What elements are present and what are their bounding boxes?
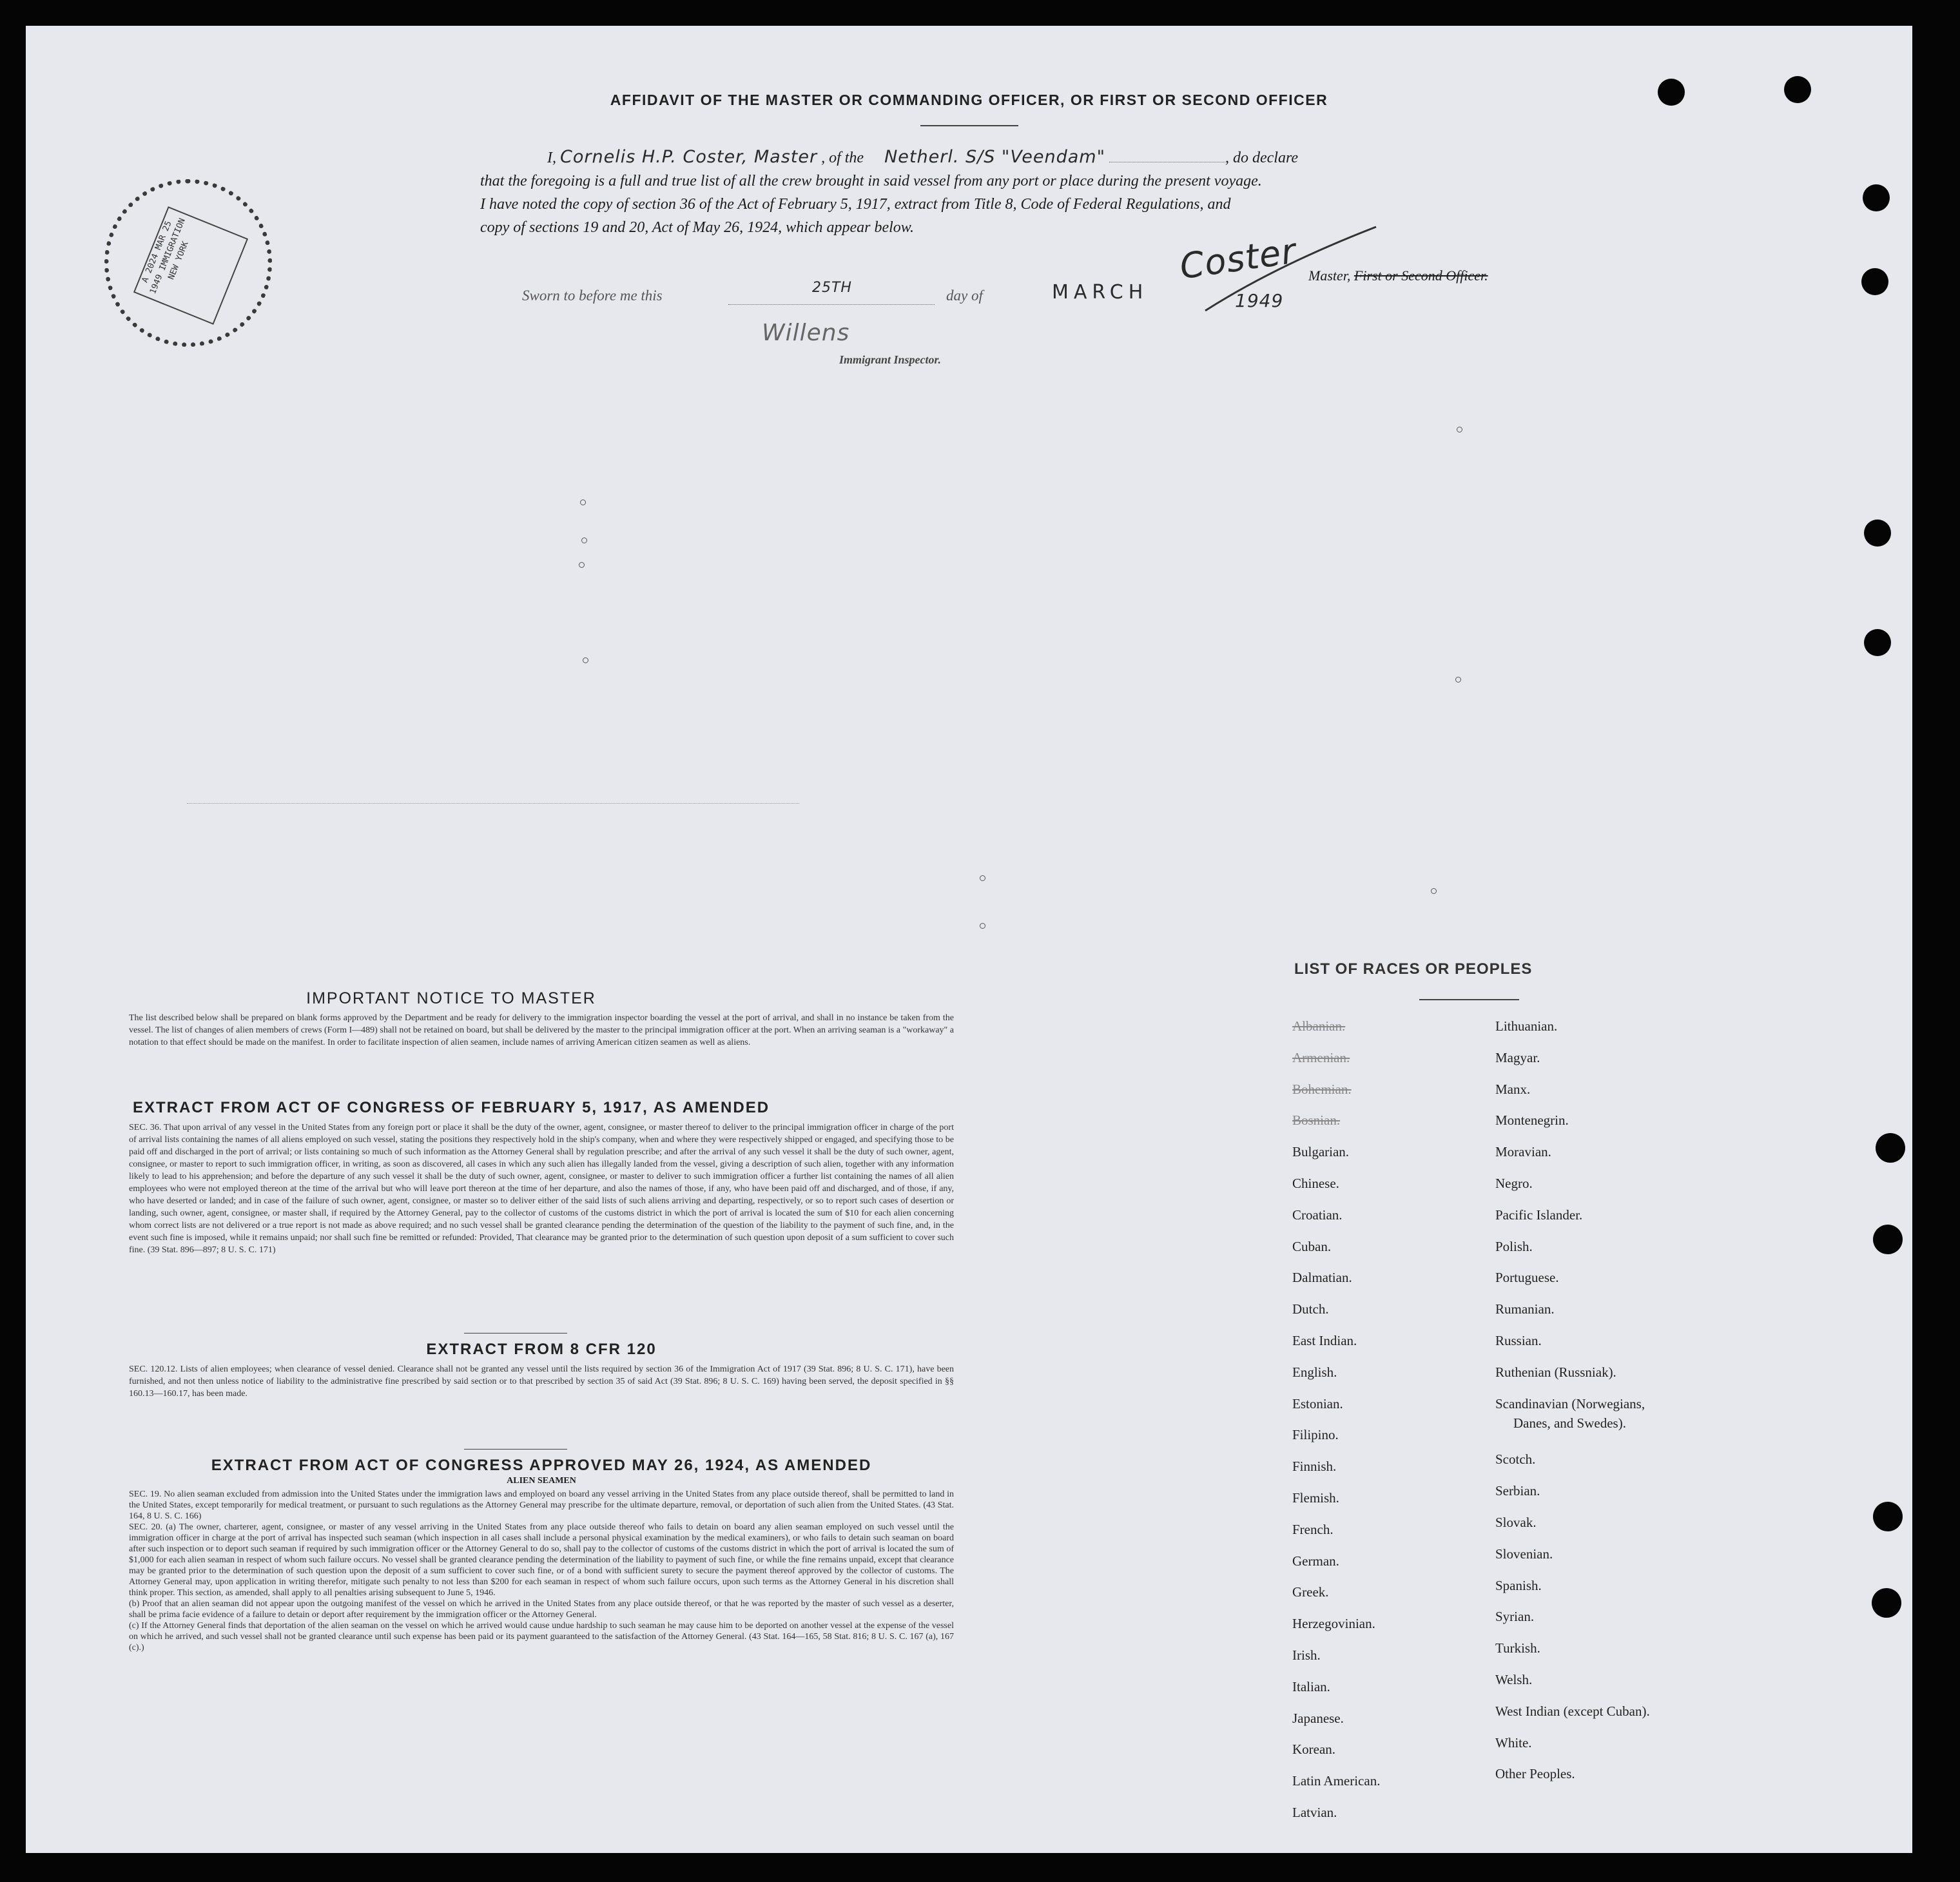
master-signature: Coster — [1177, 230, 1299, 287]
ghost-mark — [1457, 427, 1462, 432]
race-item: Japanese. — [1292, 1710, 1344, 1726]
punch-hole — [1863, 184, 1890, 211]
sworn-day: 25TH — [812, 280, 852, 296]
race-item: Montenegrin. — [1495, 1112, 1569, 1129]
race-item: Portuguese. — [1495, 1270, 1559, 1286]
sec-19: SEC. 19. No alien seaman excluded from admission into the United States under the immigration laws and employed on board any vessel arriving in the United States from any place outside thereof, shall be permitted to land in the United States, except temporarily for medical treatment, or pursuant to such regulations as the Attorney General may prescribe for the ultimate departure, removal, or deportation of such alien from the United States. (43 Stat. 164, 8 U. S. C. 166) — [129, 1489, 954, 1521]
race-item: Cuban. — [1292, 1238, 1332, 1254]
race-item: Scotch. — [1495, 1451, 1536, 1468]
race-item: Manx. — [1495, 1081, 1531, 1097]
ghost-line — [187, 803, 799, 804]
race-item: Dalmatian. — [1292, 1270, 1352, 1286]
race-item: Slovak. — [1495, 1515, 1537, 1530]
sec-20a: SEC. 20. (a) The owner, charterer, agent, consignee, or master of any vessel arriving in the United States from any place outside thereof who fails to detain on board any alien seaman employed on such vessel until the immigration officer in charge at the port of arrival has inspected such seaman (which inspection in all cases shall include a personal physical examination by the medical examiners), or who fails to detain such seaman on board after such inspection or to deport such seaman if required by such immigration officer or the Attorney General to do so, shall pay to the collector of customs of the customs district in which the port of arrival is located the sum of $1,000 for each alien seaman in respect of whom such failure occurs. No vessel shall be granted clearance pending the determination of the liability to payment of such fine, or while the fine remains unpaid, except that clearance may be granted prior to the determination of such question upon the deposit of a sum sufficient to cover such fine, or of a bond with sufficient surety to secure the payment thereof approved by the collector of customs. The Attorney General may, upon application in writing therefor, mitigate such penalty to not less than $200 for each seaman in respect of whom such failure occurs, upon such terms as the Attorney General in his discretion shall think proper. This section, as amended, shall apply to all penalties arising subsequent to June 5, 1946. — [129, 1522, 954, 1598]
race-item: East Indian. — [1292, 1333, 1357, 1348]
race-item: White. — [1495, 1734, 1532, 1751]
race-item: Bohemian. — [1292, 1081, 1352, 1097]
punch-hole — [1872, 1588, 1901, 1618]
race-item: Albanian. — [1292, 1018, 1346, 1034]
race-item: Slovenian. — [1495, 1546, 1553, 1562]
race-item: Welsh. — [1495, 1672, 1533, 1687]
divider-1 — [464, 1333, 567, 1334]
race-item: Irish. — [1292, 1647, 1321, 1663]
sworn-text: Sworn to before me this — [522, 287, 663, 304]
punch-hole — [1873, 1502, 1903, 1531]
race-item: Latvian. — [1292, 1805, 1337, 1820]
race-item: Korean. — [1292, 1741, 1336, 1758]
alien-seamen-subtitle: ALIEN SEAMEN — [507, 1476, 576, 1486]
race-item: Turkish. — [1495, 1640, 1540, 1656]
sworn-month: MARCH — [1052, 281, 1149, 304]
declaration-line-2: that the foregoing is a full and true list of all the crew brought in said vessel from any port or place during the present voyage. — [480, 173, 1262, 189]
declaration-line-3: I have noted the copy of section 36 of the Act of February 5, 1917, extract from Title 8, Code of Federal Regulations, and — [480, 196, 1231, 213]
race-item: Spanish. — [1495, 1577, 1542, 1593]
race-item: West Indian (except Cuban). — [1495, 1703, 1650, 1719]
do-declare-text: , do declare — [1225, 150, 1299, 166]
race-item: Chinese. — [1292, 1176, 1339, 1191]
race-item: Pacific Islander. — [1495, 1207, 1583, 1223]
race-item: Herzegovinian. — [1292, 1616, 1375, 1632]
punch-hole — [1864, 629, 1891, 656]
punch-hole — [1861, 268, 1888, 295]
ghost-mark — [1455, 677, 1461, 683]
declaration-line-1 — [480, 146, 1511, 170]
signature-role — [1308, 267, 1488, 284]
sec-20b: (b) Proof that an alien seaman did not appear upon the outgoing manifest of the vessel on which he arrived in the United States from any place outside thereof, or that he was reported by the master of such vessel as a deserter, shall be prima facie evidence of a failure to detain or deport after requirement by the immigration officer or the Attorney General. — [129, 1599, 954, 1620]
extract-cfr-title: EXTRACT FROM 8 CFR 120 — [426, 1341, 657, 1358]
race-item: Lithuanian. — [1495, 1018, 1558, 1034]
race-item: Other Peoples. — [1495, 1766, 1575, 1782]
race-item: Polish. — [1495, 1238, 1533, 1254]
stamp-text: A 2024 MAR 25 1949 IMMIGRATION NEW YORK — [133, 206, 248, 325]
ghost-mark — [580, 500, 586, 505]
role-struck: First or Second Officer. — [1354, 267, 1488, 284]
race-item: Russian. — [1495, 1333, 1542, 1348]
race-item: Italian. — [1292, 1678, 1330, 1694]
races-underline — [1419, 999, 1519, 1000]
document-page — [26, 26, 1912, 1853]
race-item: English. — [1292, 1364, 1337, 1380]
race-item: Moravian. — [1495, 1144, 1551, 1160]
divider-2 — [464, 1449, 567, 1450]
race-item: Latin American. — [1292, 1773, 1381, 1789]
ghost-mark — [980, 875, 985, 881]
title-underline — [920, 125, 1018, 126]
of-the-text: , of the — [821, 150, 864, 166]
punch-hole — [1876, 1133, 1905, 1163]
ghost-mark — [1431, 888, 1437, 894]
race-item: Dutch. — [1292, 1301, 1329, 1317]
extract-cfr-body: SEC. 120.12. Lists of alien employees; when clearance of vessel denied. Clearance shall not be granted any vessel until the lists required by section 36 of the Immigration Act of 1917 (39 Stat. 896; 8 U. S. C. 171), have been furnished, and not then unless notice of liability to the administrative fine prescribed by said section or to that prescribed by section 35 of said Act (39 Stat. 896; 8 U. S. C. 169) having been served, the deposit specified in §§ 160.13—160.17, has been made. — [129, 1364, 954, 1399]
declaration-prefix: I, — [547, 150, 556, 166]
race-item: Negro. — [1495, 1176, 1533, 1191]
race-item: Filipino. — [1292, 1427, 1339, 1443]
ghost-mark — [980, 923, 985, 929]
extract-1917-body: SEC. 36. That upon arrival of any vessel in the United States from any foreign port or place it shall be the duty of the owner, agent, consignee, or master thereof to deliver to the principal immigration officer in charge of the port of arrival lists containing the names of all aliens employed on such vessel, stating the positions they respectively hold in the ship's company, when and where they were respectively shipped or engaged, and specifying those to be paid off and discharged in the port of arrival; or lists containing so much of such information as the Attorney General shall by regulation prescribe; and after the arrival of any such vessel it shall be the duty of such owner, agent, consignee, or master to report to such immigration officer, in writing, as soon as discovered, all cases in which any such alien has illegally landed from the vessel, giving a description of such alien, together with any information likely to lead to his apprehension; and before the departure of any such vessel it shall be the duty of such owner, agent, consignee, or master to deliver to such immigration officer a further list containing the names of all alien employees who were not employed thereon at the time of the arrival but who will leave port thereon at the time of her departure, and also the names of those, if any, who have been paid off and discharged, and of those, if any, who have deserted or landed; and in case of the failure of such owner, agent, consignee, or master so to deliver either of the said lists of such aliens arriving and departing, respectively, or so to report such cases of desertion or landing, such owner, agent, consignee, or master shall, if required by the Attorney General, pay to the collector of customs of the customs district in which the port of arrival is located the sum of $10 for each alien concerning whom correct lists are not delivered or a true report is not made as above required; and no such vessel shall be granted clearance pending the determination of the question of the liability to the payment of such fine, and, in the event such fine is imposed, while it remains unpaid; nor shall such fine be remitted or refunded: Provided, That clearance may be granted prior to the determination of such question upon deposit of a sum sufficient to cover such fine. (39 Stat. 896—897; 8 U. S. C. 171) — [129, 1123, 954, 1255]
race-item: Croatian. — [1292, 1207, 1343, 1223]
race-item: Danes, and Swedes). — [1513, 1415, 1626, 1431]
day-blank — [728, 304, 935, 305]
punch-hole — [1864, 519, 1891, 547]
race-item: Magyar. — [1495, 1049, 1540, 1065]
race-item: Flemish. — [1292, 1490, 1339, 1506]
immigration-stamp — [104, 179, 272, 347]
notice-title: IMPORTANT NOTICE TO MASTER — [306, 989, 596, 1007]
sworn-year: 1949 — [1235, 290, 1284, 311]
ghost-mark — [583, 657, 588, 663]
affidavit-title: AFFIDAVIT OF THE MASTER OR COMMANDING OFFICER, OR FIRST OR SECOND OFFICER — [610, 92, 1328, 108]
declaration-line-4: copy of sections 19 and 20, Act of May 26, 1924, which appear below. — [480, 219, 915, 236]
race-item: Scandinavian (Norwegians, — [1495, 1395, 1645, 1412]
sec-20c: (c) If the Attorney General finds that deportation of the alien seaman on the vessel on which he arrived would cause undue hardship to such seaman he may cause him to be deported on another vessel at the expense of the vessel on which he arrived, and such vessel shall not be granted clearance until such expense has been paid or its payment guaranteed to the satisfaction of the Attorney General. (43 Stat. 164—165, 58 Stat. 816; 8 U. S. C. 167 (a), 167 (c).) — [129, 1621, 954, 1653]
race-item: Ruthenian (Russniak). — [1495, 1364, 1616, 1380]
race-item: Finnish. — [1292, 1459, 1337, 1475]
races-title: LIST OF RACES OR PEOPLES — [1294, 960, 1533, 978]
day-of-text: day of — [946, 287, 983, 304]
race-item: German. — [1292, 1553, 1339, 1569]
vessel-name: Netherl. S/S "Veendam" — [884, 147, 1105, 167]
race-item: Serbian. — [1495, 1483, 1540, 1499]
inspector-label: Immigrant Inspector. — [839, 353, 942, 366]
race-item: French. — [1292, 1521, 1334, 1537]
ghost-mark — [579, 562, 585, 568]
race-item: Bosnian. — [1292, 1112, 1341, 1129]
punch-hole — [1784, 76, 1811, 103]
race-item: Syrian. — [1495, 1609, 1535, 1625]
extract-1924-title: EXTRACT FROM ACT OF CONGRESS APPROVED MAY 26, 1924, AS AMENDED — [211, 1457, 872, 1474]
inspector-signature: Willens — [762, 320, 850, 346]
punch-hole — [1658, 79, 1685, 106]
extract-1917-title: EXTRACT FROM ACT OF CONGRESS OF FEBRUARY 5, 1917, AS AMENDED — [132, 1099, 770, 1116]
race-item: Greek. — [1292, 1584, 1329, 1600]
role-master: Master, — [1308, 267, 1351, 284]
race-item: Estonian. — [1292, 1395, 1343, 1412]
notice-body: The list described below shall be prepared on blank forms approved by the Department and be ready for delivery to the immigration inspector boarding the vessel at the port of arrival, and shall in no instance be taken from the vessel. The list of changes of alien members of crews (Form I—489) shall not be retained on board, but shall be delivered by the master to the principal immigration officer at the port. When an arriving seaman is a "workaway" a notation to that effect should be made on the manifest. In order to facilitate inspection of alien seamen, include names of arriving American citizen seamen as well as aliens. — [129, 1013, 954, 1047]
punch-hole — [1873, 1225, 1903, 1254]
race-item: Bulgarian. — [1292, 1144, 1350, 1160]
ghost-mark — [581, 538, 587, 543]
race-item: Rumanian. — [1495, 1301, 1555, 1317]
race-item: Armenian. — [1292, 1049, 1350, 1065]
officer-name: Cornelis H.P. Coster, Master — [560, 147, 818, 167]
extract-1924-body — [129, 1489, 954, 1653]
